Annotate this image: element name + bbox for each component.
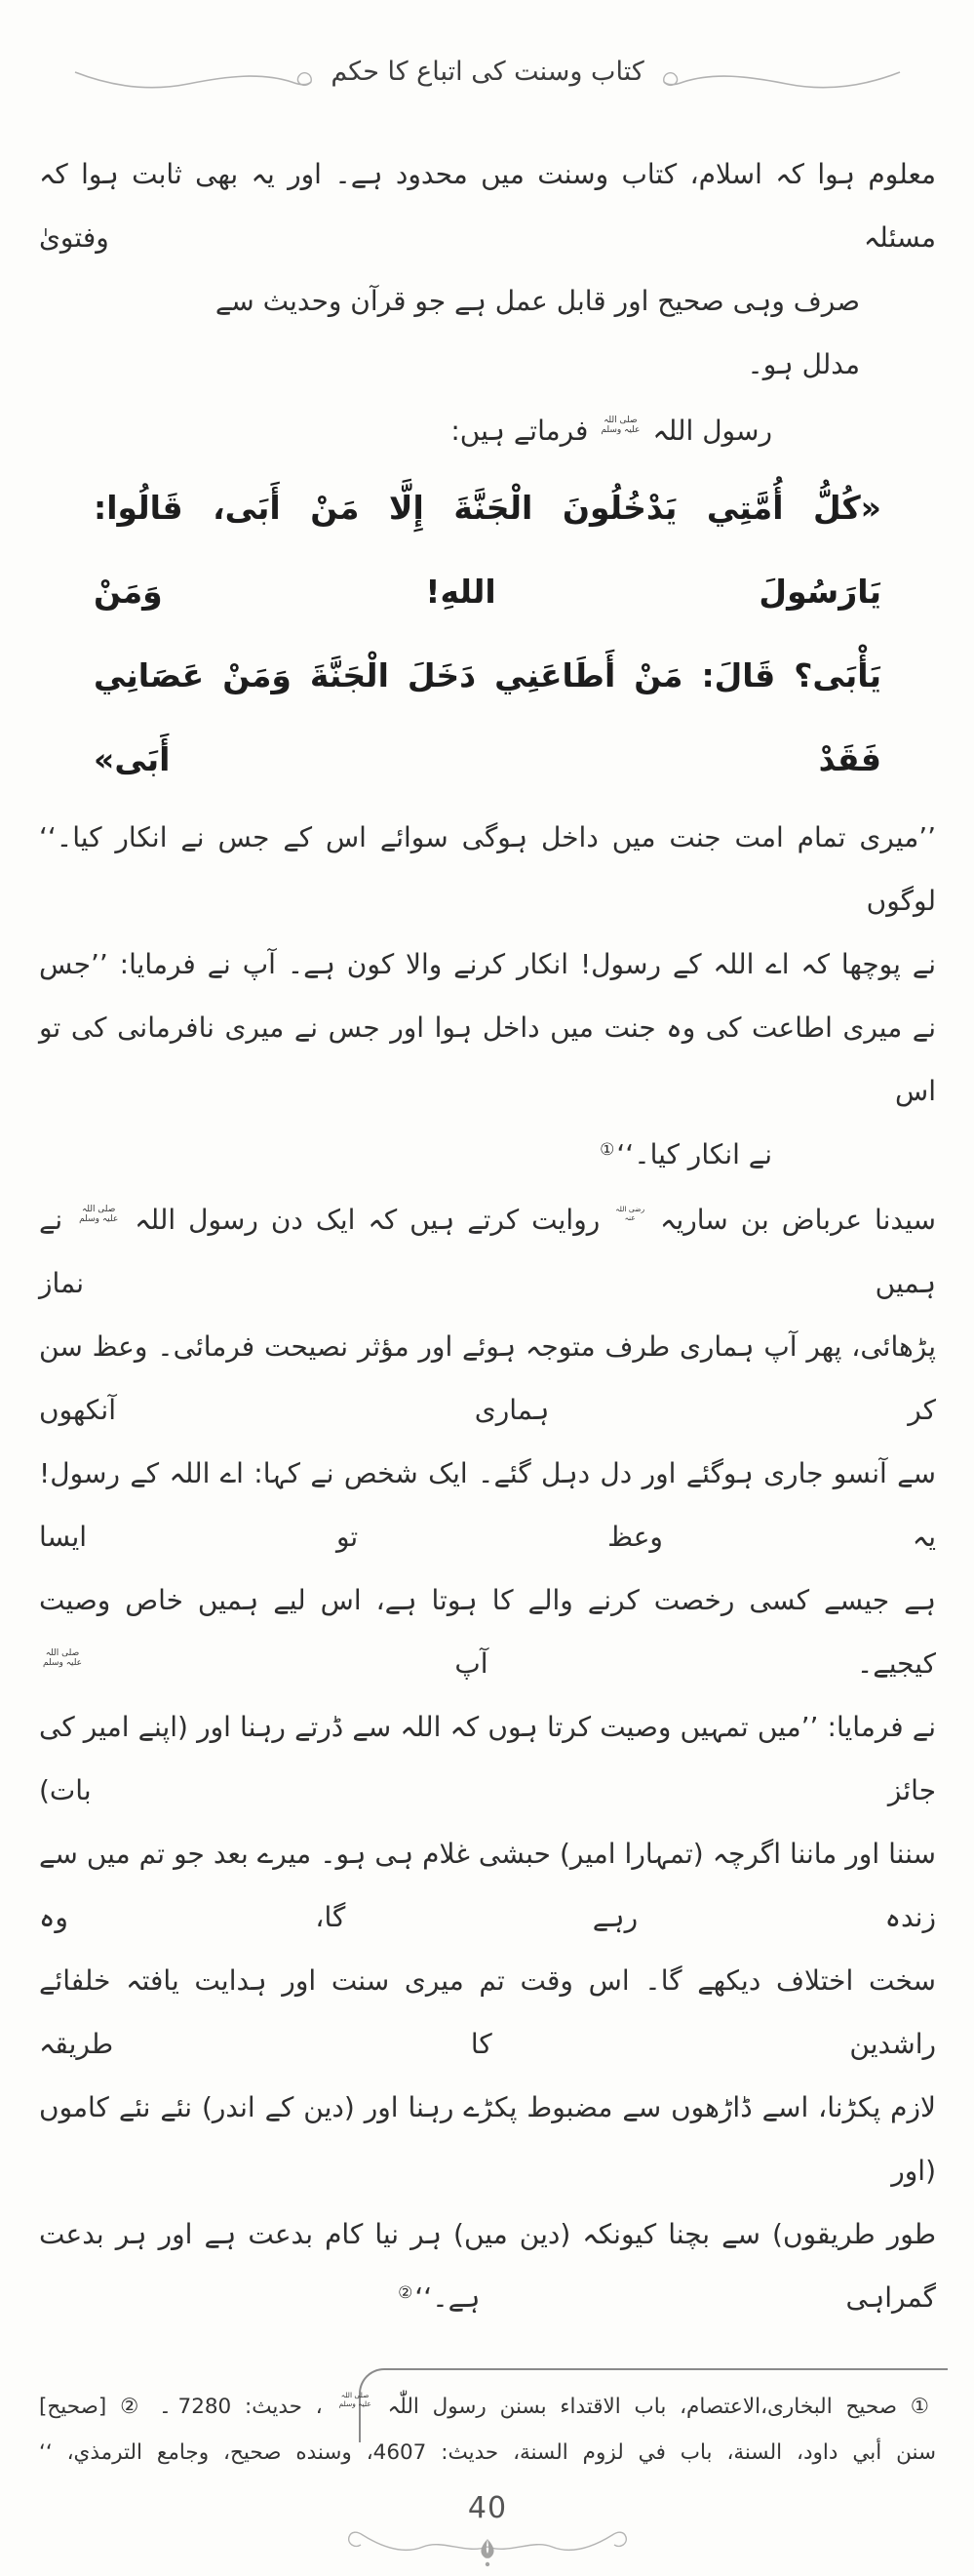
translation-line-1: ’’میری تمام امت جنت میں داخل ہوگی سوائے اس کے جس نے انکار کیا۔‘‘ لوگوں — [39, 821, 936, 917]
hadith-arabic-block — [39, 466, 936, 802]
hadith-line-1: «كُلُّ أُمَّتِي يَدْخُلُونَ الْجَنَّةَ إِلَّا مَنْ أَبَى، قَالُوا: يَارَسُولَ اللهِ! وَمَنْ — [94, 489, 881, 611]
header-flourish-left-icon — [71, 43, 315, 99]
narration-line-1: سیدنا عرباض بن ساریہ رضی اللہ عنہ روایت کرتے ہیں کہ ایک دن رسول اللہ صلی اللہ علیہ وسلم نے ہمیں نماز — [39, 1204, 936, 1299]
narration-paragraph — [39, 1188, 936, 2329]
ra-honorific: رضی اللہ عنہ — [615, 1205, 645, 1222]
saw-honorific: صلی اللہ علیہ وسلم — [338, 2391, 371, 2408]
narration-line-7: سخت اختلاف دیکھے گا۔ اس وقت تم میری سنت اور ہدایت یافتہ خلفائے راشدین کا طریقہ — [39, 1964, 936, 2060]
footnote-ref-1: ① — [600, 1140, 615, 1160]
narration-line-9: طور طریقوں) سے بچنا کیونکہ (دین میں) ہر نیا کام بدعت ہے اور ہر بدعت گمراہی ہے۔‘‘② — [39, 2218, 936, 2314]
footnote-ref-2: ② — [41, 2283, 413, 2303]
translation-line-3: نے میری اطاعت کی وہ جنت میں داخل ہوا اور جس نے میری نافرمانی کی تو اس — [39, 1011, 936, 1107]
narration-line-5: نے فرمایا: ’’میں تمہیں وصیت کرتا ہوں کہ اللہ سے ڈرتے رہنا اور (اپنے امیر کی جائز بات) — [39, 1711, 936, 1806]
page-title: کتاب وسنت کی اتباع کا حکم — [331, 56, 644, 87]
narration-line-8: لازم پکڑنا، اسے ڈاڑھوں سے مضبوط پکڑے رہنا اور (دین کے اندر) نئے نئے کاموں (اور — [39, 2091, 936, 2187]
page-number: 40 — [467, 2491, 508, 2525]
narration-line-6: سننا اور ماننا اگرچہ (تمہارا امیر) حبشی غلام ہی ہو۔ میرے بعد جو تم میں سے زندہ رہے گا، وہ — [39, 1838, 936, 1933]
intro-line-1: معلوم ہوا کہ اسلام، کتاب وسنت میں محدود ہے۔ اور یہ بھی ثابت ہوا کہ مسئلہ وفتویٰ — [39, 158, 936, 254]
chapter-header — [39, 29, 936, 113]
translation-line-4: نے انکار کیا۔‘‘① — [600, 1138, 772, 1170]
hadith-translation-block — [39, 806, 936, 1186]
footnote-line-1: ① صحیح البخاری،الاعتصام، باب الاقتداء بسنن رسول اللّٰہ صلی اللہ علیہ وسلم ، حدیث: 7280 ۔ ② [صحیح] — [39, 2391, 937, 2419]
footer-flourish-icon — [39, 2521, 936, 2576]
header-flourish-right-icon — [660, 43, 904, 99]
page-container — [39, 0, 936, 2576]
narrator-post: فرماتے ہیں: — [450, 415, 589, 447]
saw-honorific: صلی اللہ علیہ وسلم — [601, 415, 641, 435]
saw-honorific: صلی اللہ علیہ وسلم — [79, 1204, 119, 1224]
saw-honorific: صلی اللہ علیہ وسلم — [43, 1647, 83, 1668]
translation-line-2: نے پوچھا کہ اے اللہ کے رسول! انکار کرنے والا کون ہے۔ آپ نے فرمایا: ’’جس — [39, 948, 936, 980]
intro-paragraph — [39, 142, 936, 396]
footnote-section — [39, 2368, 936, 2476]
narration-line-4: ہے جیسے کسی رخصت کرنے والے کا ہوتا ہے، اس لیے ہمیں خاص وصیت کیجیے۔ آپ صلی اللہ علیہ وسلم — [39, 1584, 936, 1680]
hadith-line-2: يَأْبَى؟ قَالَ: مَنْ أَطَاعَنِي دَخَلَ الْجَنَّةَ وَمَنْ عَصَانِي فَقَدْ أَبَى» — [94, 656, 881, 778]
narration-line-3: سے آنسو جاری ہوگئے اور دل دہل گئے۔ ایک شخص نے کہا: اے اللہ کے رسول! یہ وعظ تو ایسا — [39, 1457, 936, 1553]
narrator-pre: رسول اللہ — [652, 415, 772, 447]
intro-line-2: صرف وہی صحیح اور قابل عمل ہے جو قرآن وحدیث سے مدلل ہو۔ — [214, 285, 860, 380]
footnote-line-2: سنن أبي داود، السنة، باب في لزوم السنة، حدیث: 4607، وسنده صحیح، وجامع الترمذي، ‘‘ — [39, 2440, 937, 2465]
narration-line-2: پڑھائی، پھر آپ ہماری طرف متوجہ ہوئے اور مؤثر نصیحت فرمائی۔ وعظ سن کر ہماری آنکھوں — [39, 1330, 936, 1426]
narrator-line — [39, 400, 936, 462]
page-footer — [39, 2491, 936, 2576]
